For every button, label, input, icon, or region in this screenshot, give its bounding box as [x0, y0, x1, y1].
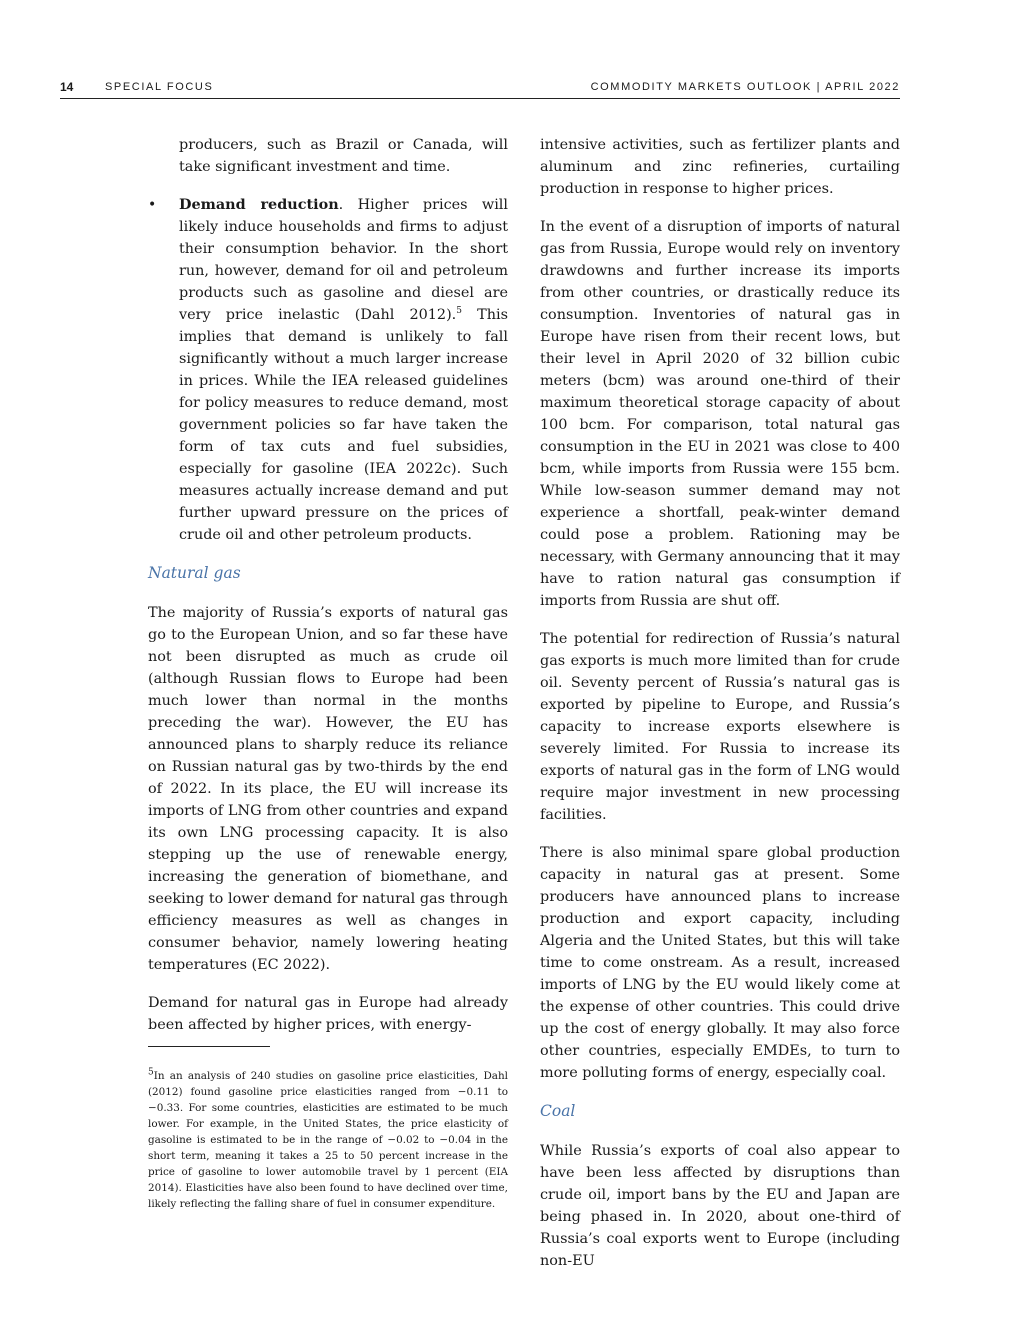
footnote-number: 5 [148, 1067, 154, 1078]
page-header [60, 78, 900, 99]
coal-heading: Coal [540, 1102, 576, 1120]
page-number: 14 [60, 80, 74, 94]
bullet-text-part2: This implies that demand is unlikely to fall significantly without a much larger increase in prices. While the IEA released guidelines for policy measures to reduce demand, most government policies so far have taken the form of tax cuts and fuel subsidies, especially for gasoline (IEA 2022c). Such measures actually increase demand and put further upward pressure on the prices of crude oil and other petroleum products. [179, 307, 508, 543]
natural-gas-paragraph-1: The majority of Russia’s exports of natural gas go to the European Union, and so far these have not been disrupted as much as crude oil (although Russian flows to Europe had been much lower than normal in the months preceding the war). However, the EU has announced plans to sharply reduce its reliance on Russian natural gas by two-thirds by the end of 2022. In its place, the EU will increase its imports of LNG from other countries and expand its own LNG processing capacity. It is also stepping up the use of renewable energy, increasing the generation of biomethane, and seeking to lower demand for natural gas through efficiency measures as well as changes in consumer behavior, namely lowering heating temperatures (EC 2022). [148, 605, 508, 973]
footnote-marker: 5 [456, 306, 462, 317]
bullet-icon: • [148, 197, 157, 213]
right-paragraph-2: In the event of a disruption of imports of natural gas from Russia, Europe would rely on inventory drawdowns and further increase its imports from other countries, or drastically reduce its consumption. Inventories of natural gas in Europe have risen from their recent lows, but their level in April 2020 of 32 billion cubic meters (bcm) was around one-third of their maximum theoretical storage capacity of about 100 bcm. For comparison, total natural gas consumption in the EU in 2021 was close to 400 bcm, while imports from Russia were 155 bcm. While low-season summer demand may not experience a shortfall, peak-winter demand could pose a problem. Rationing may be necessary, with Germany announcing that it may have to ration natural gas consumption if imports from Russia are shut off. [540, 219, 900, 609]
bullet-text-part1: . Higher prices will likely induce households and firms to adjust their consumption behavior. In the short run, however, demand for oil and petroleum products such as gasoline and diesel are very price inelastic (Dahl 2012). [179, 197, 509, 323]
natural-gas-paragraph-2: Demand for natural gas in Europe had already been affected by higher prices, with energy- [148, 995, 508, 1033]
footnote-divider [148, 1046, 270, 1047]
right-column [540, 134, 900, 1288]
continuation-paragraph: producers, such as Brazil or Canada, will take significant investment and time. [179, 137, 508, 175]
right-paragraph-1: intensive activities, such as fertilizer plants and aluminum and zinc refineries, curtailing production in response to higher prices. [540, 137, 900, 197]
natural-gas-heading: Natural gas [148, 564, 241, 582]
bullet-heading: Demand reduction [179, 196, 339, 213]
footnote [148, 1068, 508, 1212]
bullet-demand-reduction [148, 194, 508, 546]
section-label: SPECIAL FOCUS [105, 81, 214, 93]
right-paragraph-4: There is also minimal spare global production capacity in natural gas at present. Some producers have announced plans to increase production and export capacity, including Algeria and the United States, but this will take time to come onstream. As a result, increased imports of LNG by the EU would likely come at the expense of other countries. This could drive up the cost of energy globally. It may also force other countries, especially EMDEs, to turn to more polluting forms of energy, especially coal. [540, 845, 900, 1081]
left-column [148, 134, 508, 1052]
right-paragraph-3: The potential for redirection of Russia’s natural gas exports is much more limited than for crude oil. Seventy percent of Russia’s natural gas is exported by pipeline to Europe, and Russia’s capacity to increase exports elsewhere is severely limited. For Russia to increase its exports of natural gas in the form of LNG would require major investment in new processing facilities. [540, 631, 900, 823]
coal-paragraph-1: While Russia’s exports of coal also appear to have been less affected by disruptions than crude oil, import bans by the EU and Japan are being phased in. In 2020, about one-third of Russia’s coal exports went to Europe (including non-EU [540, 1143, 900, 1269]
footnote-text: In an analysis of 240 studies on gasoline price elasticities, Dahl (2012) found gasoline price elasticities ranged from −0.11 to −0.33. For some countries, elasticities are estimated to be much lower. For example, in the United States, the price elasticity of gasoline is estimated to be in the range of −0.02 to −0.04 in the short term, meaning it takes a 25 to 50 percent increase in the price of gasoline to lower automobile travel by 1 percent (EIA 2014). Elasticities have also been found to have declined over time, likely reflecting the falling share of fuel in consumer expenditure. [148, 1070, 508, 1210]
report-title: COMMODITY MARKETS OUTLOOK | APRIL 2022 [590, 81, 900, 93]
